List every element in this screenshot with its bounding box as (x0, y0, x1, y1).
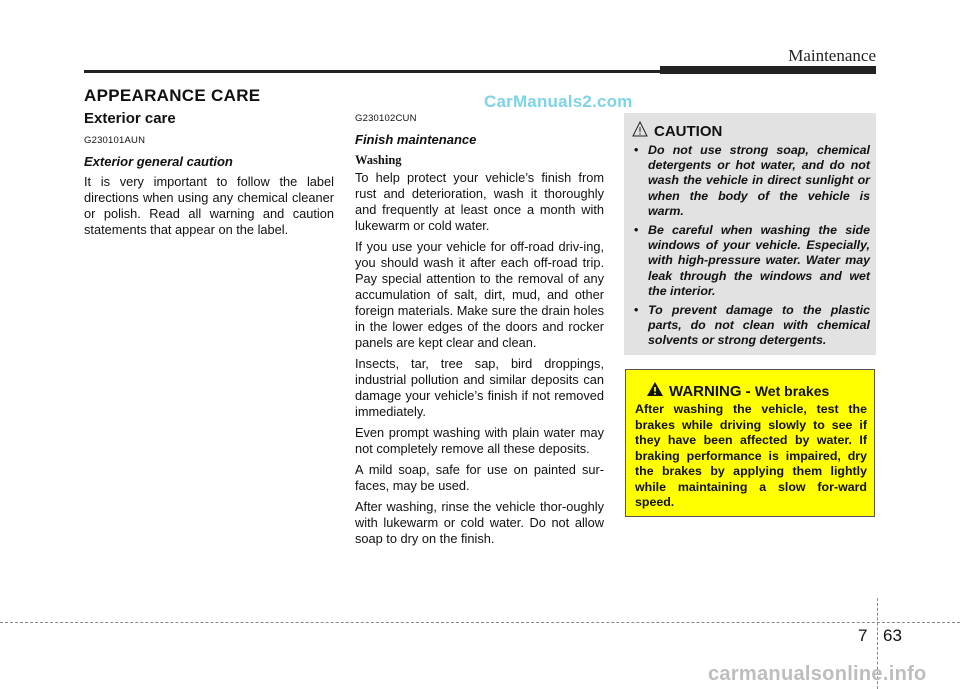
page-number: 63 (883, 626, 902, 645)
heading-exterior-care: Exterior care (84, 110, 176, 127)
warning-header (646, 381, 829, 401)
paragraph: To help protect your vehicle’s finish from rust and deterioration, wash it thoroughly and frequently at least once a month with lukewarm or cold water. (355, 170, 604, 233)
section-code: G230102CUN (355, 113, 417, 124)
warning-title: WARNING - (669, 382, 751, 400)
minor-heading-washing: Washing (355, 153, 402, 167)
caution-title: CAUTION (654, 122, 723, 140)
caution-box (624, 113, 876, 355)
watermark-top: CarManuals2.com (484, 92, 633, 111)
header-title: Maintenance (788, 46, 876, 65)
warning-title-suffix: Wet brakes (754, 383, 830, 399)
warning-box (625, 369, 875, 517)
caution-item: • To prevent damage to the plastic parts, do not clean with chemical solvents or strong detergents. (628, 303, 870, 349)
watermark-bottom: carmanualsonline.info (708, 663, 927, 685)
section-code: G230101AUN (84, 135, 146, 146)
paragraph: If you use your vehicle for off-road driv-ing, you should wash it after each off-road trip. Pay special attention to the removal of any accumulation of salt, dirt, mud, and other foreign materials. Make sure the drain holes in the lower edges of the doors and rocker panels are kept clear and clean. (355, 239, 604, 350)
footer-rule (0, 622, 960, 623)
caution-header (632, 121, 722, 141)
paragraph: After washing, rinse the vehicle thor-oughly with lukewarm or cold water. Do not allow soap to dry on the finish. (355, 499, 604, 546)
paragraph: Even prompt washing with plain water may not completely remove all these deposits. (355, 425, 604, 456)
subheading-finish-maintenance: Finish maintenance (355, 132, 477, 147)
header-tab-bar (660, 66, 876, 74)
caution-item: • Do not use strong soap, chemical detergents or hot water, and do not wash the vehicle in direct sunlight or when the body of the vehicle is warm. (628, 143, 870, 219)
warning-text: After washing the vehicle, test the brakes while driving slowly to see if they have been affected by water. If braking performance is impaired, dry the brakes by applying them lightly while maintaining a slow for-ward speed. (635, 402, 867, 509)
paragraph: Insects, tar, tree sap, bird droppings, industrial pollution and similar deposits can damage your vehicle’s finish if not removed immediately. (355, 356, 604, 419)
column-finish-maintenance (355, 111, 604, 552)
subheading-general-caution: Exterior general caution (84, 154, 233, 169)
paragraph: It is very important to follow the label directions when using any chemical cleaner or polish. Read all warning and caution statements that appear on the label. (84, 174, 334, 237)
page-chapter: 7 (858, 626, 868, 645)
column-exterior-care (84, 111, 334, 243)
caution-item: • Be careful when washing the side windows of your vehicle. Especially, with high-pressure water. Water may leak through the windows and wet the interior. (628, 223, 870, 299)
header-rule (84, 70, 660, 73)
section-title: APPEARANCE CARE (84, 86, 261, 105)
caution-triangle-icon (632, 121, 654, 141)
paragraph: A mild soap, safe for use on painted sur-faces, may be used. (355, 462, 604, 493)
warning-triangle-icon (646, 381, 669, 401)
caution-list (628, 143, 870, 353)
